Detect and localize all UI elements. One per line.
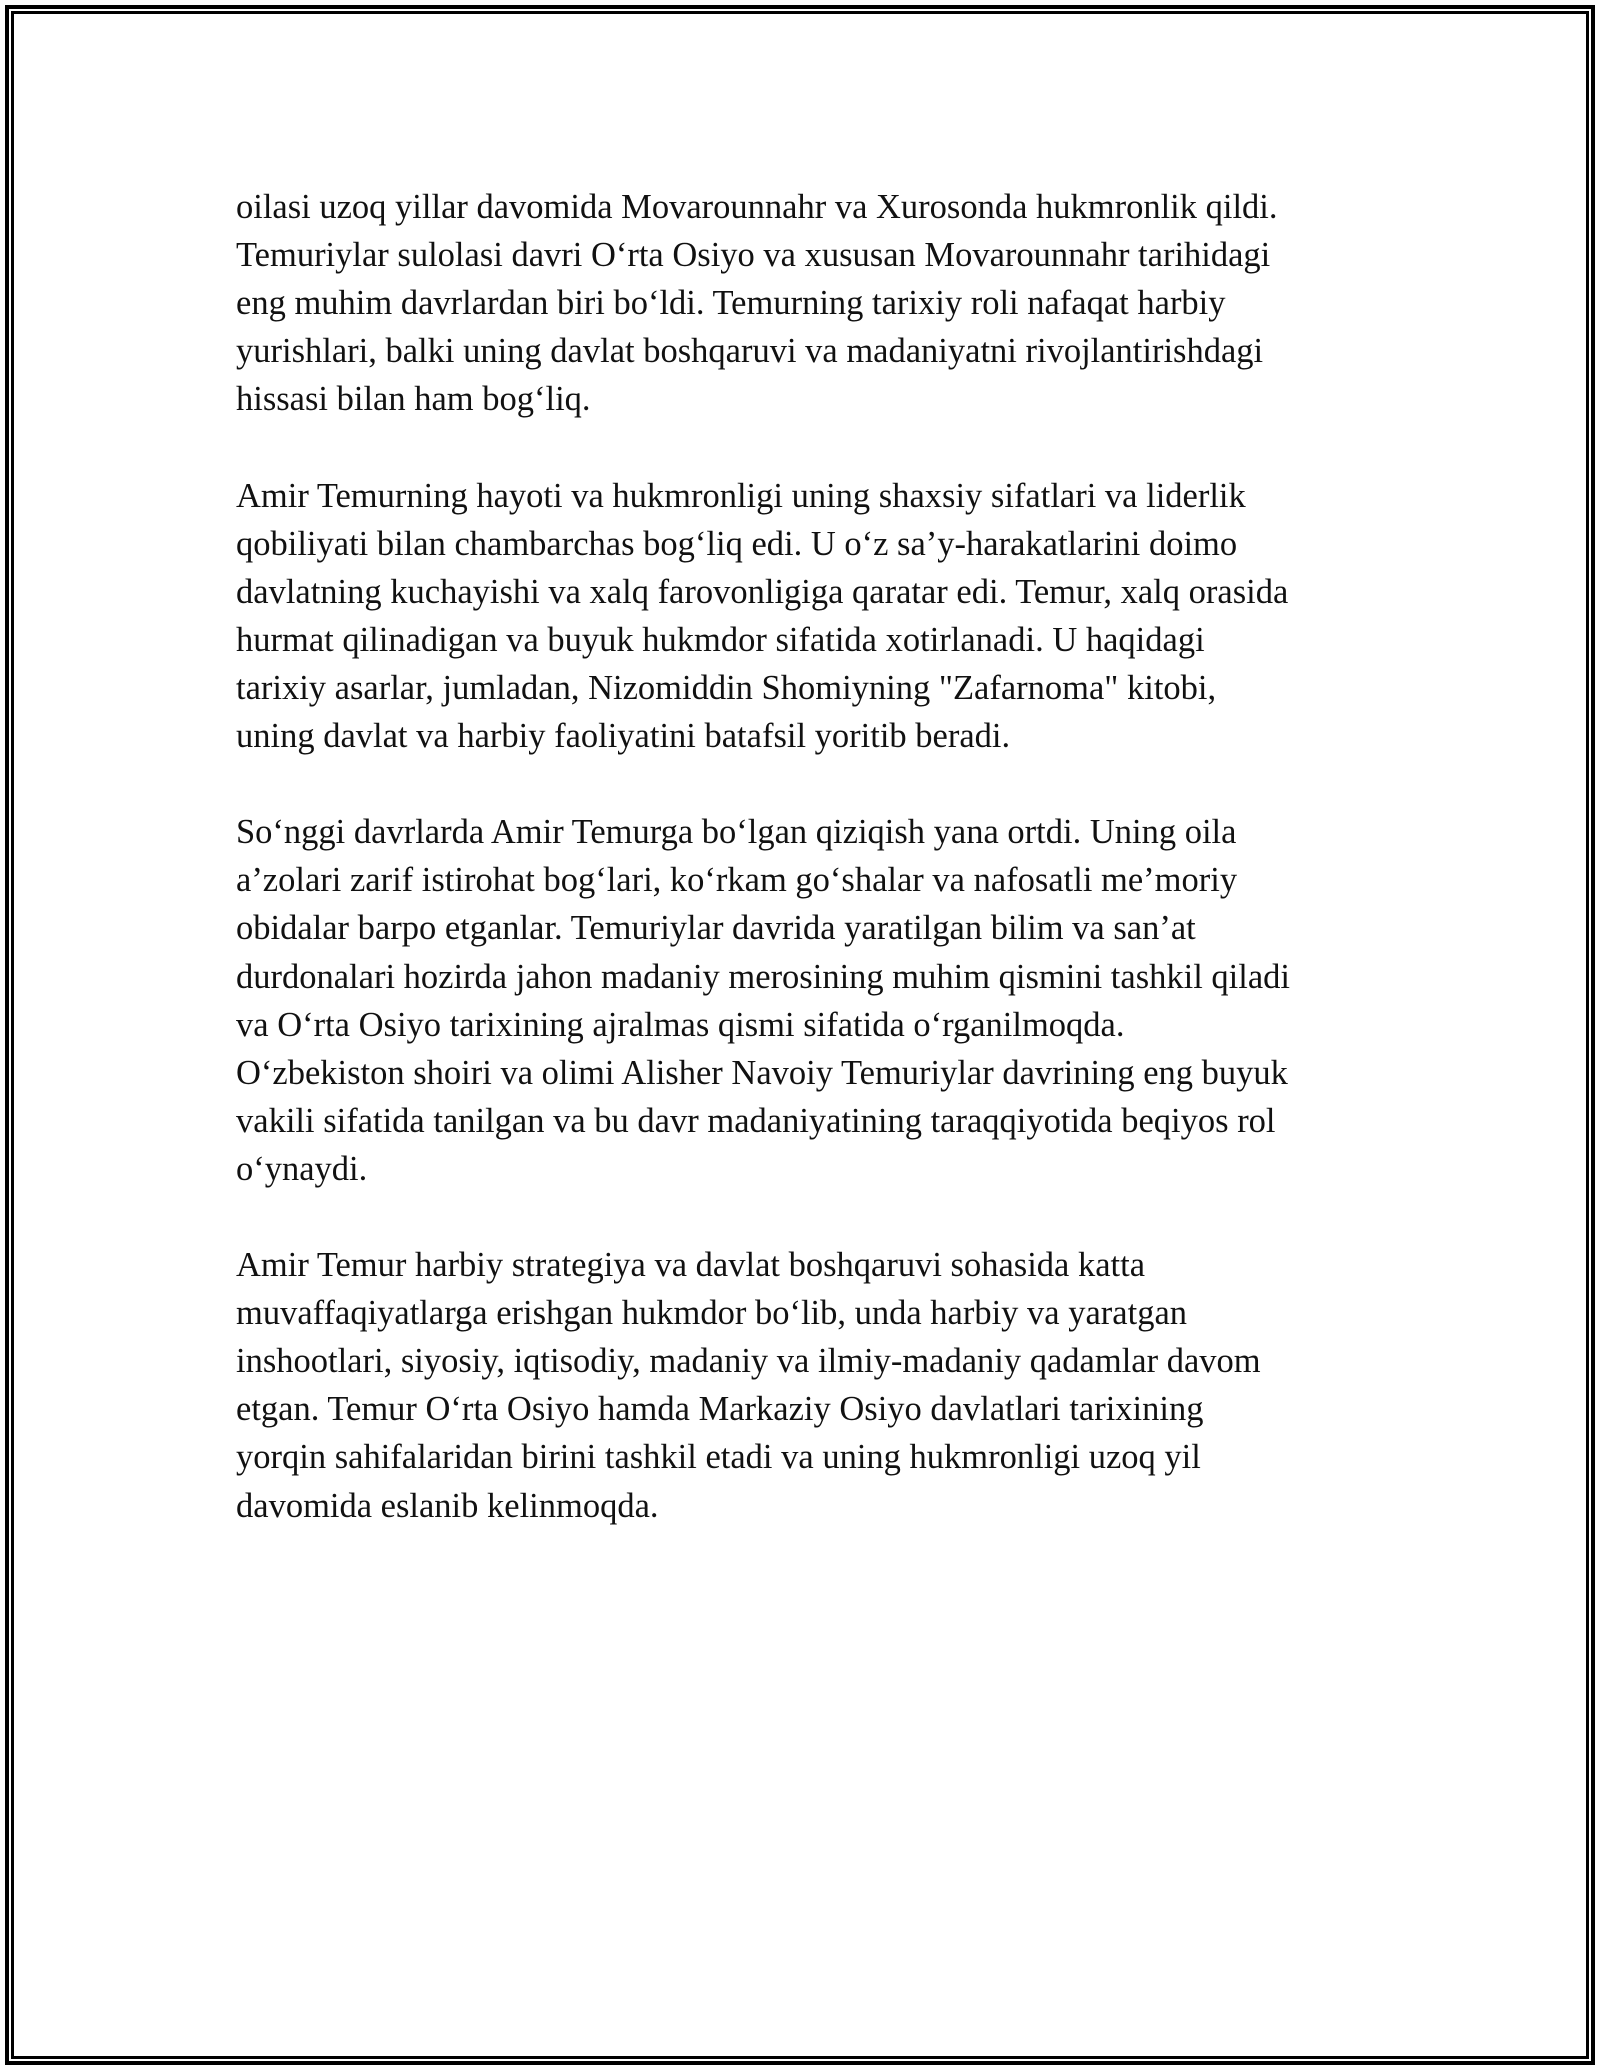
paragraph-2: Amir Temurning hayoti va hukmronligi uning shaxsiy sifatlari va liderlik qobiliyati bilan chambarchas bog‘liq edi. U o‘z sa’y-harakatlarini doimo davlatning kuchayishi va xalq farovonligiga qaratar edi. Temur, xalq orasida hurmat qilinadigan va buyuk hukmdor sifatida xotirlanadi. U haqidagi tarixiy asarlar, jumladan, Nizomiddin Shomiyning "Zafarnoma" kitobi, uning davlat va harbiy faoliyatini batafsil yoritib beradi. [236, 476, 1289, 756]
document-body [236, 183, 1366, 1530]
paragraph-3: So‘nggi davrlarda Amir Temurga bo‘lgan qiziqish yana ortdi. Uning oila a’zolari zarif istirohat bog‘lari, ko‘rkam go‘shalar va nafosatli me’moriy obidalar barpo etganlar. Temuriylar davrida yaratilgan bilim va san’at durdonalari hozirda jahon madaniy merosining muhim qismini tashkil qiladi va O‘rta Osiyo tarixining ajralmas qismi sifatida o‘rganilmoqda. O‘zbekiston shoiri va olimi Alisher Navoiy Temuriylar davrining eng buyuk vakili sifatida tanilgan va bu davr madaniyatining taraqqiyotida beqiyos rol o‘ynaydi. [236, 813, 1290, 1188]
paragraph-4: Amir Temur harbiy strategiya va davlat boshqaruvi sohasida katta muvaffaqiyatlarga erishgan hukmdor bo‘lib, unda harbiy va yaratgan inshootlari, siyosiy, iqtisodiy, madaniy va ilmiy-madaniy qadamlar davom etgan. Temur O‘rta Osiyo hamda Markaziy Osiyo davlatlari tarixining yorqin sahifalaridan birini tashkil etadi va uning hukmronligi uzoq yil davomida eslanib kelinmoqda. [236, 1246, 1261, 1525]
paragraph-1: oilasi uzoq yillar davomida Movarounnahr va Xurosonda hukmronlik qildi. Temuriylar sulolasi davri O‘rta Osiyo va xususan Movarounnahr tarihidagi eng muhim davrlardan biri bo‘ldi. Temurning tarixiy roli nafaqat harbiy yurishlari, balki uning davlat boshqaruvi va madaniyatni rivojlantirishdagi hissasi bilan ham bog‘liq. [236, 188, 1278, 419]
